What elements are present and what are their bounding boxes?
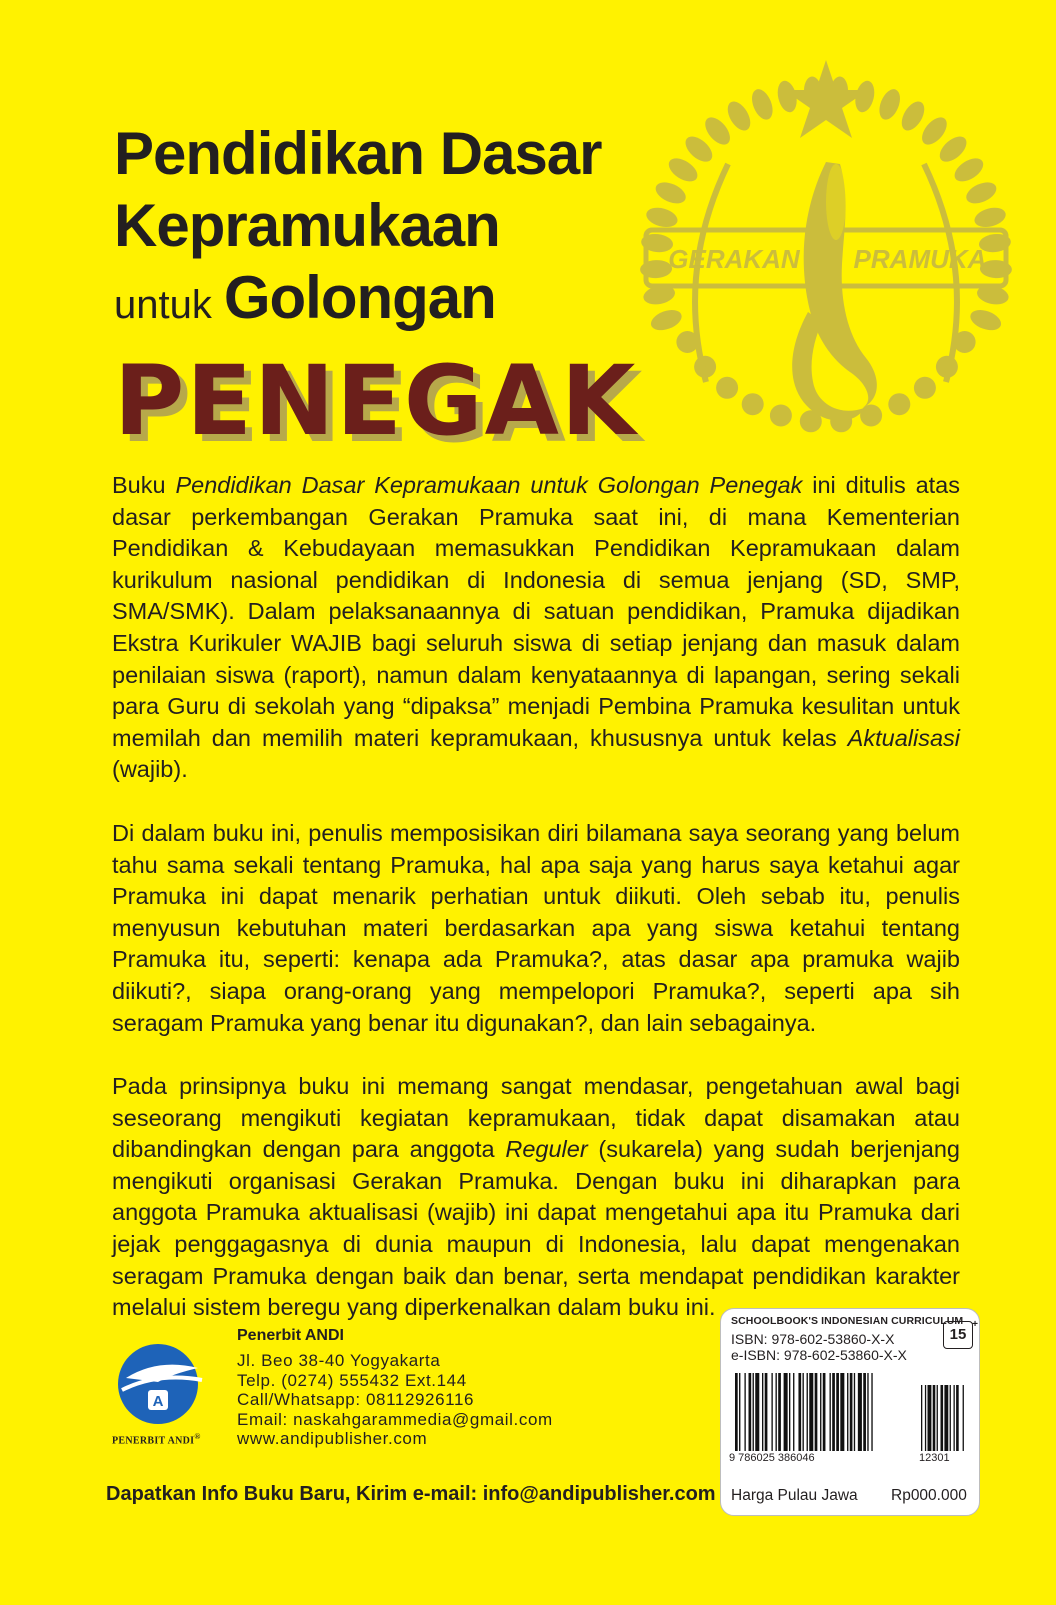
barcode-bar <box>820 1373 821 1451</box>
barcode-digits <box>729 1452 969 1464</box>
barcode-bar <box>836 1373 839 1451</box>
barcode-left-digits: 9 786025 386046 <box>729 1452 815 1464</box>
title-untuk: untuk <box>114 283 212 327</box>
barcode-bar <box>847 1373 848 1451</box>
ornament-cotton <box>716 377 738 399</box>
svg-text:A: A <box>152 1393 164 1410</box>
price-value: Rp000.000 <box>891 1487 967 1504</box>
barcode-bar <box>798 1373 801 1451</box>
barcode-bar <box>925 1385 926 1451</box>
barcode-bar <box>749 1373 752 1451</box>
barcode-bar <box>739 1373 740 1451</box>
ornament-leaf <box>951 154 988 186</box>
barcode-bar <box>854 1373 855 1451</box>
barcode-bar <box>933 1385 936 1451</box>
ornament-leaf <box>968 306 1004 334</box>
publisher-info <box>237 1325 677 1449</box>
synopsis <box>112 470 960 1356</box>
ornament-leaf <box>972 205 1008 231</box>
barcode-bar <box>830 1373 831 1451</box>
andi-logo-icon <box>112 1338 208 1430</box>
barcode-bar <box>832 1373 835 1451</box>
promo-text: Dapatkan Info Buku Baru, Kirim e-mail: info@andipublisher.com <box>106 1483 716 1505</box>
barcode-bar <box>776 1373 777 1451</box>
price-label: Harga Pulau Jawa <box>731 1487 858 1504</box>
barcode-bar <box>807 1373 808 1451</box>
barcode-bar <box>867 1373 868 1451</box>
barcode-bar <box>928 1385 932 1451</box>
age-rating-badge: 15 + <box>943 1321 973 1349</box>
barcode-bar <box>765 1373 768 1451</box>
barcode-bar <box>956 1385 959 1451</box>
synopsis-paragraph-1: Buku Pendidikan Dasar Kepramukaan untuk Golongan Penegak ini ditulis atas dasar perkembangan Gerakan Pramuka saat ini, di mana Kementerian Pendidikan & Kebudayaan memasukkan Pendidikan Kepramukaan dalam kurikulum nasional pendidikan di Indonesia di semua jenjang (SD, SMP, SMA/SMK). Dalam pelaksanaannya di satuan pendidikan, Pramuka dijadikan Ekstra Kurikuler WAJIB bagi seluruh siswa di setiap jenjang dan masuk dalam penilaian siswa (raport), namun dalam kenyataannya di lapangan, sering sekali para Guru di sekolah yang “dipaksa” menjadi Pembina Pramuka kesulitan untuk memilah dan memilih materi kepramukaan, khususnya untuk kelas Aktualisasi (wajib). <box>112 472 961 783</box>
title-line-1: Pendidikan Dasar <box>114 120 602 187</box>
barcode-bar <box>789 1373 790 1451</box>
synopsis-paragraph-3: Pada prinsipnya buku ini memang sangat mendasar, pengetahuan awal bagi seseorang mengikuti kegiatan kepramukaan, tidak dapat disamakan atau dibandingkan dengan para anggota Reguler (sukarela) yang sudah berjenjang mengikuti organisasi Gerakan Pramuka. Dengan buku ini diharapkan para anggota Pramuka aktualisasi (wajib) ini dapat mengetahui apa itu Pramuka dari jejak penggagasnya di dunia maupun di Indonesia, lalu dapat mengenakan seragam Pramuka dengan baik dan benar, serta mendapat pendidikan karakter melalui sistem beregu yang diperkenalkan dalam buku ini. <box>112 1073 960 1321</box>
curriculum-label: SCHOOLBOOK'S INDONESIAN CURRICULUM <box>731 1315 964 1327</box>
book-title <box>114 118 674 457</box>
barcode-bar <box>803 1373 804 1451</box>
barcode-bar <box>863 1373 866 1451</box>
ornament-leaf <box>723 98 755 135</box>
ornament-cotton <box>742 393 764 415</box>
barcode-bar <box>753 1373 754 1451</box>
barcode-bar <box>921 1385 922 1451</box>
barcode-bar <box>771 1373 772 1451</box>
barcode-bar <box>944 1385 948 1451</box>
publisher-logo <box>112 1338 208 1448</box>
isbn-number: ISBN: 978-602-53860-X-X <box>731 1331 895 1347</box>
barcode-bar <box>815 1373 818 1451</box>
barcode-bar <box>963 1385 964 1451</box>
barcode-bar <box>762 1373 763 1451</box>
barcode-bar <box>735 1373 738 1451</box>
barcode-bar <box>744 1373 745 1451</box>
barcode-bar <box>858 1373 862 1451</box>
publisher-website: www.andipublisher.com <box>237 1429 428 1449</box>
barcode-right-digits: 12301 <box>919 1452 950 1464</box>
barcode-bar <box>941 1385 944 1451</box>
ornament-cotton <box>914 377 936 399</box>
publisher-address: Jl. Beo 38-40 Yogyakarta <box>237 1351 441 1370</box>
barcode-bar <box>784 1373 788 1451</box>
ornament-cotton <box>888 393 910 415</box>
title-penegak: PENEGAK <box>114 345 638 457</box>
title-line-2: Kepramukaan <box>114 192 500 259</box>
gerakan-pramuka-emblem <box>636 52 1016 452</box>
isbn-barcode-box <box>720 1308 980 1516</box>
synopsis-paragraph-2: Di dalam buku ini, penulis memposisikan diri bilamana saya seorang yang belum tahu sama sekali tentang Pramuka, hal apa saja yang harus saya ketahui agar Pramuka ini dapat menarik perhatian untuk diikuti. Oleh sebab itu, penulis menyusun kebutuhan materi berdasarkan apa yang siswa ketahui tentang Pramuka itu, seperti: kenapa ada Pramuka?, atas dasar apa pramuka wajib diikuti?, siapa orang-orang yang mempelopori Pramuka?, seperti apa sih seragam Pramuka yang benar itu digunakan?, dan lain sebagainya. <box>112 819 960 1036</box>
ornament-leaf <box>897 98 929 135</box>
eisbn-number: e-ISBN: 978-602-53860-X-X <box>731 1347 907 1363</box>
ornament-leaf <box>875 86 904 122</box>
ornament-cotton <box>770 405 792 427</box>
barcode-bar <box>809 1373 813 1451</box>
barcode-bar <box>950 1385 951 1451</box>
emblem-left-text: GERAKAN <box>668 244 800 274</box>
barcode-bar <box>840 1373 844 1451</box>
ornament-leaf <box>748 86 777 122</box>
publisher-email: Email: naskahgarammedia@gmail.com <box>237 1409 553 1429</box>
barcode-bar <box>850 1373 853 1451</box>
ornament-cotton <box>860 405 882 427</box>
publisher-phone: Telp. (0274) 555432 Ext.144 <box>237 1370 467 1390</box>
barcode-bar <box>937 1385 938 1451</box>
publisher-name: Penerbit ANDI <box>237 1327 344 1344</box>
emblem-right-text: PRAMUKA <box>853 244 987 274</box>
ornament-leaf <box>963 178 1000 207</box>
barcode-bar <box>871 1373 872 1451</box>
publisher-logo-caption: PENERBIT ANDI® <box>112 1432 201 1447</box>
barcode-bar <box>755 1373 759 1451</box>
title-line-3 <box>114 262 674 341</box>
title-golongan: Golongan <box>223 264 496 331</box>
barcode-bar <box>954 1385 955 1451</box>
publisher-whatsapp: Call/Whatsapp: 08112926116 <box>237 1390 475 1410</box>
barcode-bar <box>823 1373 826 1451</box>
barcode-bar <box>778 1373 781 1451</box>
barcode-bar <box>793 1373 794 1451</box>
